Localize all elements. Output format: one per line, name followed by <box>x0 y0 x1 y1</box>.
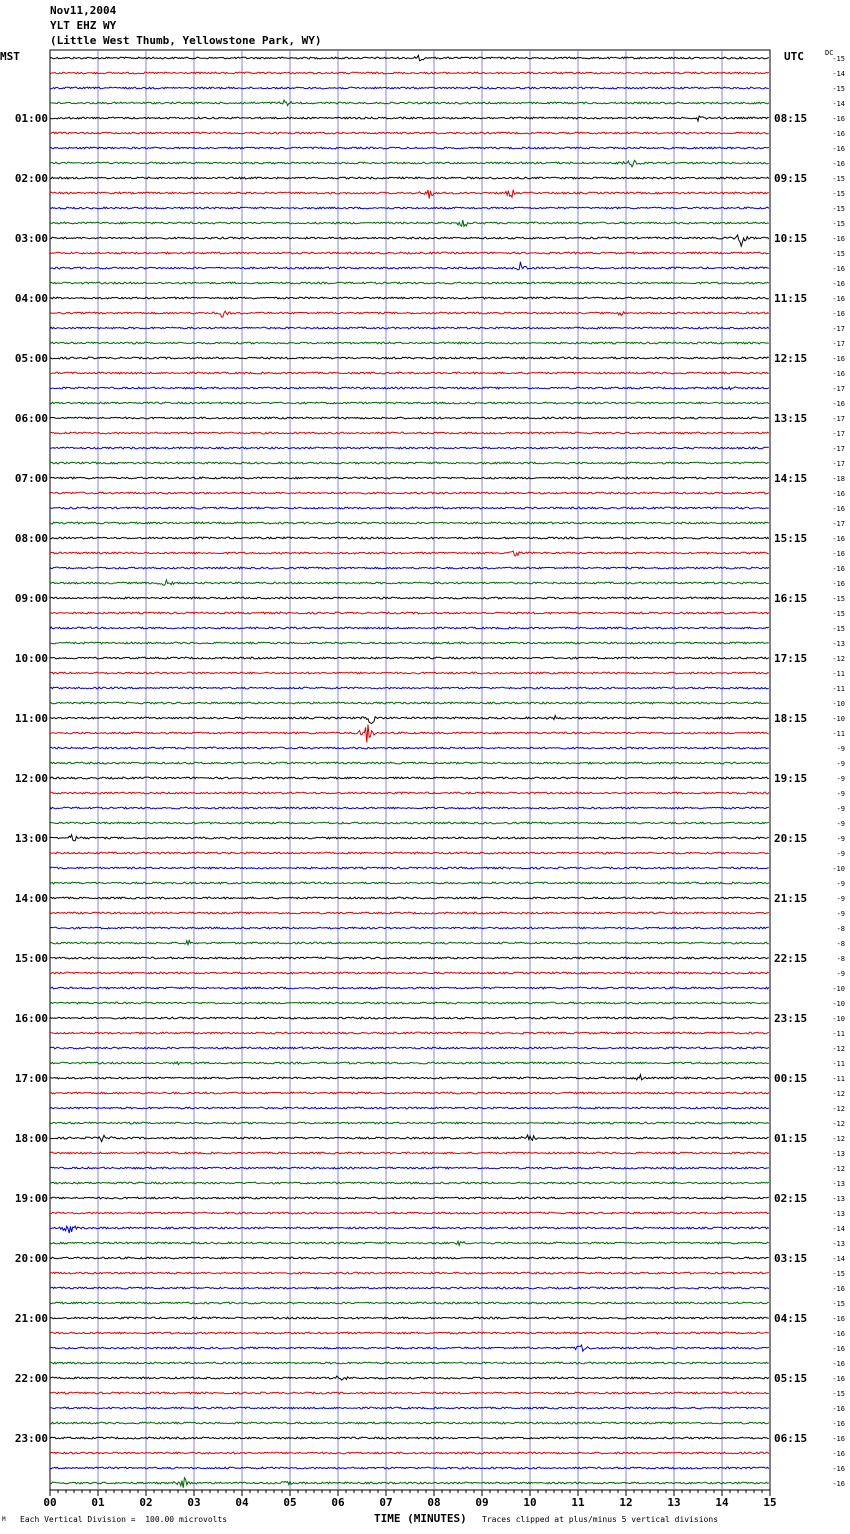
seismic-trace <box>50 55 769 60</box>
mst-hour-label: 02:00 <box>14 172 48 185</box>
utc-hour-label: 12:15 <box>774 352 808 365</box>
dc-offset-label: -16 <box>832 235 845 243</box>
mst-hour-label: 21:00 <box>14 1312 48 1325</box>
seismic-trace <box>50 777 769 779</box>
x-tick-label: 01 <box>91 1496 105 1509</box>
dc-offset-label: -16 <box>832 1345 845 1353</box>
seismic-trace <box>50 1047 769 1049</box>
dc-offset-label: -16 <box>832 115 845 123</box>
dc-offset-label: -15 <box>832 1270 845 1278</box>
seismic-trace <box>50 792 769 794</box>
seismic-trace <box>50 1332 769 1334</box>
logo-mark: M <box>2 1516 6 1523</box>
seismic-trace <box>50 1392 769 1394</box>
dc-offset-label: -13 <box>832 1240 845 1248</box>
utc-hour-label: 19:15 <box>774 772 808 785</box>
dc-offset-label: -12 <box>832 655 845 663</box>
seismic-trace <box>50 612 769 614</box>
mst-hour-label: 16:00 <box>14 1012 48 1025</box>
utc-hour-label: 00:15 <box>774 1072 808 1085</box>
seismic-trace <box>50 657 769 659</box>
dc-offset-label: -16 <box>832 160 845 168</box>
mst-hour-label: 22:00 <box>14 1372 48 1385</box>
x-tick-label: 04 <box>235 1496 249 1509</box>
seismic-trace <box>50 1152 769 1154</box>
seismic-trace <box>50 342 769 344</box>
dc-offset-label: -16 <box>832 1315 845 1323</box>
mst-hour-label: 06:00 <box>14 412 48 425</box>
dc-offset-label: -11 <box>832 1030 845 1038</box>
dc-offset-label: -17 <box>832 340 845 348</box>
dc-offset-label: -15 <box>832 1390 845 1398</box>
mst-hour-label: 17:00 <box>14 1072 48 1085</box>
seismic-trace <box>50 1241 769 1245</box>
seismic-trace <box>50 1167 769 1169</box>
dc-offset-label: -9 <box>836 895 845 903</box>
seismic-trace <box>50 627 769 629</box>
seismic-trace <box>50 1257 769 1259</box>
plot-date: Nov11,2004 <box>50 4 117 17</box>
seismic-trace <box>50 100 769 106</box>
seismic-trace <box>50 1226 769 1233</box>
utc-hour-label: 06:15 <box>774 1432 808 1445</box>
mst-hour-label: 08:00 <box>14 532 48 545</box>
mst-hour-label: 19:00 <box>14 1192 48 1205</box>
utc-hour-label: 04:15 <box>774 1312 808 1325</box>
seismic-trace <box>50 807 769 809</box>
seismic-trace <box>50 762 769 764</box>
seismic-trace <box>50 1182 769 1184</box>
dc-offset-label: -11 <box>832 1060 845 1068</box>
dc-offset-label: -8 <box>836 925 845 933</box>
dc-offset-label: -16 <box>832 295 845 303</box>
dc-offset-label: -14 <box>832 100 845 108</box>
x-tick-label: 13 <box>667 1496 681 1509</box>
seismic-trace <box>50 1437 769 1439</box>
dc-offset-label: -11 <box>832 685 845 693</box>
seismic-trace <box>50 220 769 226</box>
utc-hour-label: 22:15 <box>774 952 808 965</box>
dc-offset-label: -16 <box>832 550 845 558</box>
utc-hour-label: 02:15 <box>774 1192 808 1205</box>
mst-hour-label: 05:00 <box>14 352 48 365</box>
seismic-trace <box>50 1317 769 1319</box>
mst-hour-label: 04:00 <box>14 292 48 305</box>
seismic-trace <box>50 402 769 404</box>
dc-offset-label: -9 <box>836 775 845 783</box>
dc-offset-label: -13 <box>832 1210 845 1218</box>
seismic-trace <box>50 417 769 419</box>
seismic-trace <box>50 940 769 945</box>
dc-offset-label: -17 <box>832 415 845 423</box>
dc-offset-label: -9 <box>836 745 845 753</box>
seismic-trace <box>50 190 769 199</box>
mst-hour-label: 20:00 <box>14 1252 48 1265</box>
station-location: (Little West Thumb, Yellowstone Park, WY) <box>50 34 322 47</box>
utc-hour-label: 15:15 <box>774 532 808 545</box>
dc-offset-label: -15 <box>832 85 845 93</box>
dc-offset-label: -16 <box>832 145 845 153</box>
seismic-trace <box>50 492 769 494</box>
dc-offset-label: -14 <box>832 70 845 78</box>
mst-hour-label: 14:00 <box>14 892 48 905</box>
dc-offset-label: -17 <box>832 325 845 333</box>
seismic-trace <box>50 132 769 134</box>
dc-offset-label: -10 <box>832 715 845 723</box>
mst-hour-label: 11:00 <box>14 712 48 725</box>
dc-offset-label: -11 <box>832 1075 845 1083</box>
dc-offset-label: -16 <box>832 565 845 573</box>
seismic-trace <box>50 252 769 254</box>
x-tick-label: 05 <box>283 1496 297 1509</box>
dc-offset-label: -13 <box>832 1195 845 1203</box>
seismic-trace <box>50 1032 769 1034</box>
dc-offset-label: -14 <box>832 1225 845 1233</box>
seismic-trace <box>50 1422 769 1424</box>
dc-offset-label: -15 <box>832 190 845 198</box>
seismic-trace <box>50 551 769 556</box>
x-tick-label: 03 <box>187 1496 201 1509</box>
utc-hour-label: 16:15 <box>774 592 808 605</box>
dc-offset-label: -15 <box>832 610 845 618</box>
seismic-trace <box>50 747 769 749</box>
dc-offset-label: -11 <box>832 670 845 678</box>
dc-offset-label: -12 <box>832 1135 845 1143</box>
right-timezone-label: UTC <box>784 50 804 63</box>
dc-offset-label: -18 <box>832 475 845 483</box>
dc-offset-label: -16 <box>832 1405 845 1413</box>
dc-offset-label: -16 <box>832 280 845 288</box>
seismic-trace <box>50 1197 769 1199</box>
dc-offset-label: -15 <box>832 55 845 63</box>
seismic-trace <box>50 702 769 704</box>
dc-offset-label: -17 <box>832 430 845 438</box>
seismic-trace <box>50 1107 769 1109</box>
scale-note: Each Vertical Division = 100.00 microvolts <box>20 1515 228 1524</box>
dc-offset-label: -10 <box>832 1015 845 1023</box>
dc-offset-label: -16 <box>832 355 845 363</box>
seismic-trace <box>50 1362 769 1364</box>
seismic-trace <box>50 462 769 464</box>
dc-offset-label: -17 <box>832 520 845 528</box>
dc-offset-label: -15 <box>832 625 845 633</box>
utc-hour-label: 01:15 <box>774 1132 808 1145</box>
dc-offset-label: -17 <box>832 385 845 393</box>
dc-offset-label: -9 <box>836 790 845 798</box>
seismic-trace <box>50 447 769 449</box>
mst-hour-label: 12:00 <box>14 772 48 785</box>
dc-offset-label: -16 <box>832 370 845 378</box>
mst-hour-label: 18:00 <box>14 1132 48 1145</box>
dc-offset-label: -12 <box>832 1120 845 1128</box>
seismic-trace <box>50 72 769 74</box>
dc-offset-label: -16 <box>832 265 845 273</box>
seismic-trace <box>50 1062 769 1065</box>
seismic-trace <box>50 867 769 869</box>
seismic-trace <box>50 522 769 524</box>
seismic-trace <box>50 1017 769 1019</box>
utc-hour-label: 17:15 <box>774 652 808 665</box>
utc-hour-label: 18:15 <box>774 712 808 725</box>
utc-hour-label: 14:15 <box>774 472 808 485</box>
utc-hour-label: 09:15 <box>774 172 808 185</box>
x-tick-label: 07 <box>379 1496 393 1509</box>
seismic-trace <box>50 835 769 841</box>
seismic-trace <box>50 160 769 167</box>
dc-offset-header: DC <box>825 49 834 57</box>
x-tick-label: 10 <box>523 1496 537 1509</box>
seismic-trace <box>50 477 769 479</box>
seismic-trace <box>50 852 769 854</box>
x-tick-label: 02 <box>139 1496 153 1509</box>
seismic-trace <box>50 357 769 359</box>
seismic-trace <box>50 912 769 914</box>
seismic-trace <box>50 957 769 959</box>
seismic-trace <box>50 725 769 743</box>
dc-offset-label: -17 <box>832 445 845 453</box>
dc-offset-label: -16 <box>832 505 845 513</box>
seismic-trace <box>50 1002 769 1004</box>
seismic-trace <box>50 716 769 724</box>
dc-offset-label: -17 <box>832 460 845 468</box>
dc-offset-label: -16 <box>832 130 845 138</box>
x-tick-label: 08 <box>427 1496 441 1509</box>
seismic-trace <box>50 282 769 284</box>
seismic-trace <box>50 897 769 899</box>
seismic-trace <box>50 1376 769 1380</box>
utc-hour-label: 23:15 <box>774 1012 808 1025</box>
seismic-trace <box>50 327 769 329</box>
dc-offset-label: -16 <box>832 1435 845 1443</box>
seismic-trace <box>50 1122 769 1124</box>
seismic-trace <box>50 672 769 674</box>
seismic-trace <box>50 1212 769 1214</box>
seismic-trace <box>50 597 769 599</box>
clip-note: Traces clipped at plus/minus 5 vertical divisions <box>482 1515 719 1524</box>
seismic-trace <box>50 372 769 374</box>
dc-offset-label: -16 <box>832 1480 845 1488</box>
dc-offset-label: -16 <box>832 1450 845 1458</box>
dc-offset-label: -15 <box>832 205 845 213</box>
dc-offset-label: -15 <box>832 1300 845 1308</box>
seismic-trace <box>50 262 769 270</box>
utc-hour-label: 08:15 <box>774 112 808 125</box>
x-tick-label: 06 <box>331 1496 345 1509</box>
x-tick-label: 14 <box>715 1496 729 1509</box>
seismic-trace <box>50 1287 769 1289</box>
utc-hour-label: 11:15 <box>774 292 808 305</box>
seismic-trace <box>50 1272 769 1274</box>
dc-offset-label: -13 <box>832 1150 845 1158</box>
seismic-trace <box>50 297 769 299</box>
dc-offset-label: -15 <box>832 175 845 183</box>
seismic-trace <box>50 987 769 989</box>
x-tick-label: 09 <box>475 1496 489 1509</box>
mst-hour-label: 10:00 <box>14 652 48 665</box>
dc-offset-label: -12 <box>832 1045 845 1053</box>
seismic-trace <box>50 1075 769 1080</box>
dc-offset-label: -16 <box>832 1465 845 1473</box>
seismic-trace <box>50 537 769 539</box>
dc-offset-label: -10 <box>832 865 845 873</box>
dc-offset-label: -9 <box>836 835 845 843</box>
seismic-trace <box>50 1345 769 1351</box>
dc-offset-label: -10 <box>832 700 845 708</box>
dc-offset-label: -16 <box>832 535 845 543</box>
left-timezone-label: MST <box>0 50 20 63</box>
dc-offset-label: -15 <box>832 595 845 603</box>
dc-offset-label: -16 <box>832 400 845 408</box>
x-axis-label: TIME (MINUTES) <box>374 1512 467 1525</box>
dc-offset-label: -10 <box>832 1000 845 1008</box>
dc-offset-label: -9 <box>836 880 845 888</box>
dc-offset-label: -9 <box>836 970 845 978</box>
plot-frame <box>50 50 770 1490</box>
mst-hour-label: 09:00 <box>14 592 48 605</box>
mst-hour-label: 13:00 <box>14 832 48 845</box>
seismic-trace <box>50 87 769 89</box>
x-tick-label: 15 <box>763 1496 777 1509</box>
dc-offset-label: -16 <box>832 1285 845 1293</box>
utc-hour-label: 05:15 <box>774 1372 808 1385</box>
seismic-trace <box>50 567 769 569</box>
utc-hour-label: 03:15 <box>774 1252 808 1265</box>
dc-offset-label: -9 <box>836 910 845 918</box>
x-tick-label: 00 <box>43 1496 57 1509</box>
seismic-trace <box>50 387 769 390</box>
dc-offset-label: -8 <box>836 955 845 963</box>
seismic-trace <box>50 177 769 179</box>
mst-hour-label: 07:00 <box>14 472 48 485</box>
dc-offset-label: -9 <box>836 820 845 828</box>
seismic-trace <box>50 1302 769 1304</box>
utc-hour-label: 10:15 <box>774 232 808 245</box>
mst-hour-label: 01:00 <box>14 112 48 125</box>
dc-offset-label: -15 <box>832 250 845 258</box>
dc-offset-label: -10 <box>832 985 845 993</box>
station-code: YLT EHZ WY <box>50 19 117 32</box>
utc-hour-label: 20:15 <box>774 832 808 845</box>
seismic-trace <box>50 116 769 121</box>
seismic-trace <box>50 311 769 317</box>
seismic-trace <box>50 642 769 644</box>
seismic-trace <box>50 1092 769 1094</box>
seismic-trace <box>50 1452 769 1454</box>
seismic-trace <box>50 882 769 884</box>
dc-offset-label: -16 <box>832 1420 845 1428</box>
seismic-trace <box>50 235 769 246</box>
seismic-trace <box>50 822 769 824</box>
seismic-trace <box>50 687 769 689</box>
seismic-trace <box>50 927 769 929</box>
seismic-trace <box>50 147 769 149</box>
x-tick-label: 12 <box>619 1496 633 1509</box>
dc-offset-label: -16 <box>832 1375 845 1383</box>
dc-offset-label: -15 <box>832 220 845 228</box>
dc-offset-label: -12 <box>832 1165 845 1173</box>
seismic-trace <box>50 1407 769 1409</box>
seismic-trace <box>50 1467 769 1469</box>
dc-offset-label: -12 <box>832 1090 845 1098</box>
dc-offset-label: -13 <box>832 640 845 648</box>
dc-offset-label: -9 <box>836 760 845 768</box>
dc-offset-label: -12 <box>832 1105 845 1113</box>
mst-hour-label: 23:00 <box>14 1432 48 1445</box>
dc-offset-label: -9 <box>836 850 845 858</box>
dc-offset-label: -8 <box>836 940 845 948</box>
dc-offset-label: -14 <box>832 1255 845 1263</box>
mst-hour-label: 03:00 <box>14 232 48 245</box>
seismic-trace <box>50 972 769 974</box>
seismic-trace <box>50 207 769 209</box>
utc-hour-label: 13:15 <box>774 412 808 425</box>
dc-offset-label: -13 <box>832 1180 845 1188</box>
utc-hour-label: 21:15 <box>774 892 808 905</box>
mst-hour-label: 15:00 <box>14 952 48 965</box>
seismic-trace <box>50 580 769 586</box>
dc-offset-label: -16 <box>832 1330 845 1338</box>
dc-offset-label: -11 <box>832 730 845 738</box>
dc-offset-label: -16 <box>832 580 845 588</box>
seismic-trace <box>50 1135 769 1142</box>
seismic-trace <box>50 507 769 509</box>
dc-offset-label: -16 <box>832 490 845 498</box>
seismic-trace <box>50 432 769 434</box>
seismic-trace <box>50 1478 769 1488</box>
dc-offset-label: -16 <box>832 1360 845 1368</box>
dc-offset-label: -9 <box>836 805 845 813</box>
dc-offset-label: -16 <box>832 310 845 318</box>
x-tick-label: 11 <box>571 1496 585 1509</box>
